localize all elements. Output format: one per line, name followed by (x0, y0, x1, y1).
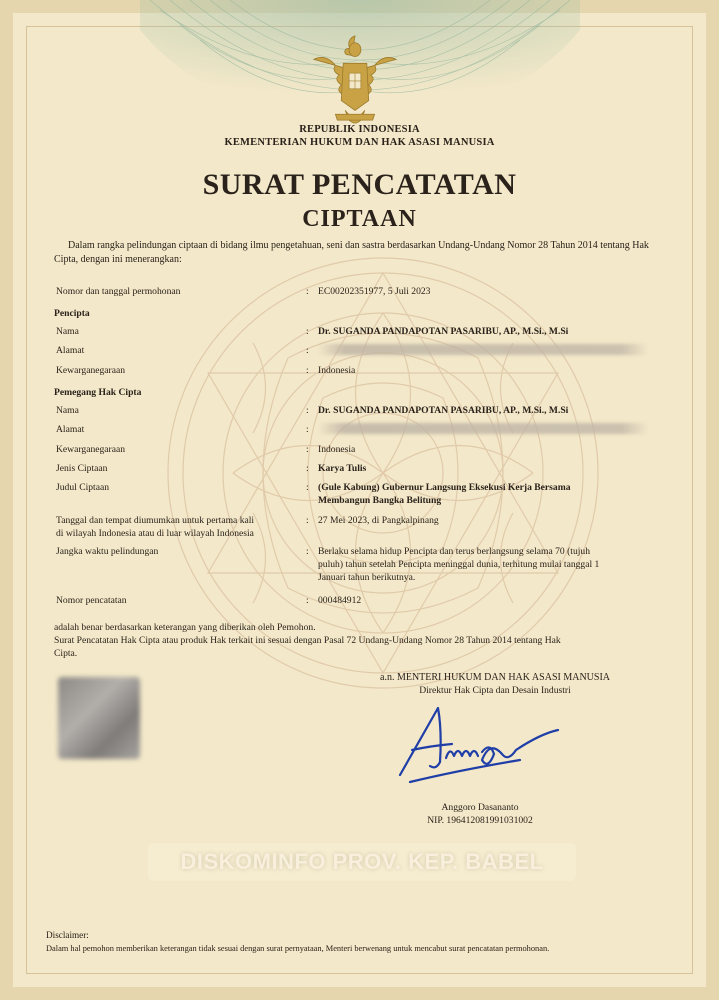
creator-name-value: Dr. SUGANDA PANDAPOTAN PASARIBU, AP., M.Si., M.Si (318, 326, 569, 337)
garuda-emblem (306, 30, 404, 128)
colon: : (306, 444, 309, 455)
handwritten-signature (390, 700, 560, 790)
colon: : (306, 463, 309, 474)
colon: : (306, 345, 309, 356)
ministry-name: KEMENTERIAN HUKUM DAN HAK ASASI MANUSIA (224, 137, 495, 148)
signatory-position: Direktur Hak Cipta dan Desain Industri (419, 685, 571, 696)
creator-nationality-label: Kewarganegaraan (56, 365, 126, 376)
document-subtitle: CIPTAAN (302, 206, 417, 232)
holder-nationality-value: Indonesia (318, 444, 356, 455)
holder-nationality-label: Kewarganegaraan (56, 444, 126, 455)
publish-date-value: 27 Mei 2023, di Pangkalpinang (318, 515, 439, 526)
signatory-nip: NIP. 196412081991031002 (427, 815, 533, 826)
holder-address-redacted (318, 423, 648, 434)
document-title: SURAT PENCATATAN (202, 168, 517, 201)
holder-address-label: Alamat (56, 424, 85, 435)
creator-address-redacted (318, 344, 648, 355)
republic-name: REPUBLIK INDONESIA (299, 124, 420, 135)
creator-name-label: Nama (56, 326, 79, 337)
creator-heading: Pencipta (54, 308, 90, 319)
record-number-value: 000484912 (318, 595, 362, 606)
work-type-value: Karya Tulis (318, 463, 367, 474)
colon: : (306, 482, 309, 493)
source-watermark: DISKOMINFO PROV. KEP. BABEL (148, 843, 576, 881)
closing-line1: adalah benar berdasarkan keterangan yang diberikan oleh Pemohon. (54, 622, 316, 633)
protection-period-line2: puluh) tahun setelah Pencipta meninggal dunia, terhitung mulai tanggal 1 (318, 559, 600, 570)
colon: : (306, 546, 309, 557)
work-title-line2: Membangun Bangka Belitung (318, 495, 442, 506)
colon: : (306, 326, 309, 337)
protection-period-line3: Januari tahun berikutnya. (318, 572, 416, 583)
application-number-label: Nomor dan tanggal permohonan (56, 286, 181, 297)
intro-paragraph: Dalam rangka pelindungan ciptaan di bidang ilmu pengetahuan, seni dan sastra berdasarkan Undang-Undang Nomor 28 Tahun 2014 tentang Hak Cipta, dengan ini menerangkan: (54, 240, 649, 265)
closing-line2: Surat Pencatatan Hak Cipta atau produk Hak terkait ini sesuai dengan Pasal 72 Undang-Undang Nomor 28 Tahun 2014 tentang Hak (54, 635, 561, 646)
protection-period-line1: Berlaku selama hidup Pencipta dan terus berlangsung selama 70 (tujuh (318, 546, 591, 557)
creator-address-label: Alamat (56, 345, 85, 356)
colon: : (306, 595, 309, 606)
colon: : (306, 405, 309, 416)
qr-code-redacted (58, 677, 140, 759)
on-behalf-of: a.n. MENTERI HUKUM DAN HAK ASASI MANUSIA (380, 672, 610, 683)
work-title-line1: (Gule Kabung) Gubernur Langsung Eksekusi Kerja Bersama (318, 482, 571, 493)
colon: : (306, 515, 309, 526)
publish-date-label-line1: Tanggal dan tempat diumumkan untuk pertama kali (56, 515, 255, 526)
publish-date-label-line2: di wilayah Indonesia atau di luar wilayah Indonesia (56, 528, 254, 539)
holder-name-value: Dr. SUGANDA PANDAPOTAN PASARIBU, AP., M.Si., M.Si (318, 405, 569, 416)
colon: : (306, 286, 309, 297)
colon: : (306, 424, 309, 435)
colon: : (306, 365, 309, 376)
disclaimer-text: Dalam hal pemohon memberikan keterangan tidak sesuai dengan surat pernyataan, Menteri berwenang untuk mencabut surat pencatatan permohonan. (46, 944, 550, 953)
creator-nationality-value: Indonesia (318, 365, 356, 376)
disclaimer-heading: Disclaimer: (46, 930, 89, 940)
closing-line3: Cipta. (54, 648, 78, 659)
protection-period-label: Jangka waktu pelindungan (56, 546, 159, 557)
signatory-name: Anggoro Dasananto (441, 802, 519, 813)
work-title-label: Judul Ciptaan (56, 482, 110, 493)
application-number-value: EC00202351977, 5 Juli 2023 (318, 286, 431, 297)
holder-name-label: Nama (56, 405, 79, 416)
work-type-label: Jenis Ciptaan (56, 463, 108, 474)
holder-heading: Pemegang Hak Cipta (54, 387, 142, 398)
record-number-label: Nomor pencatatan (56, 595, 127, 606)
